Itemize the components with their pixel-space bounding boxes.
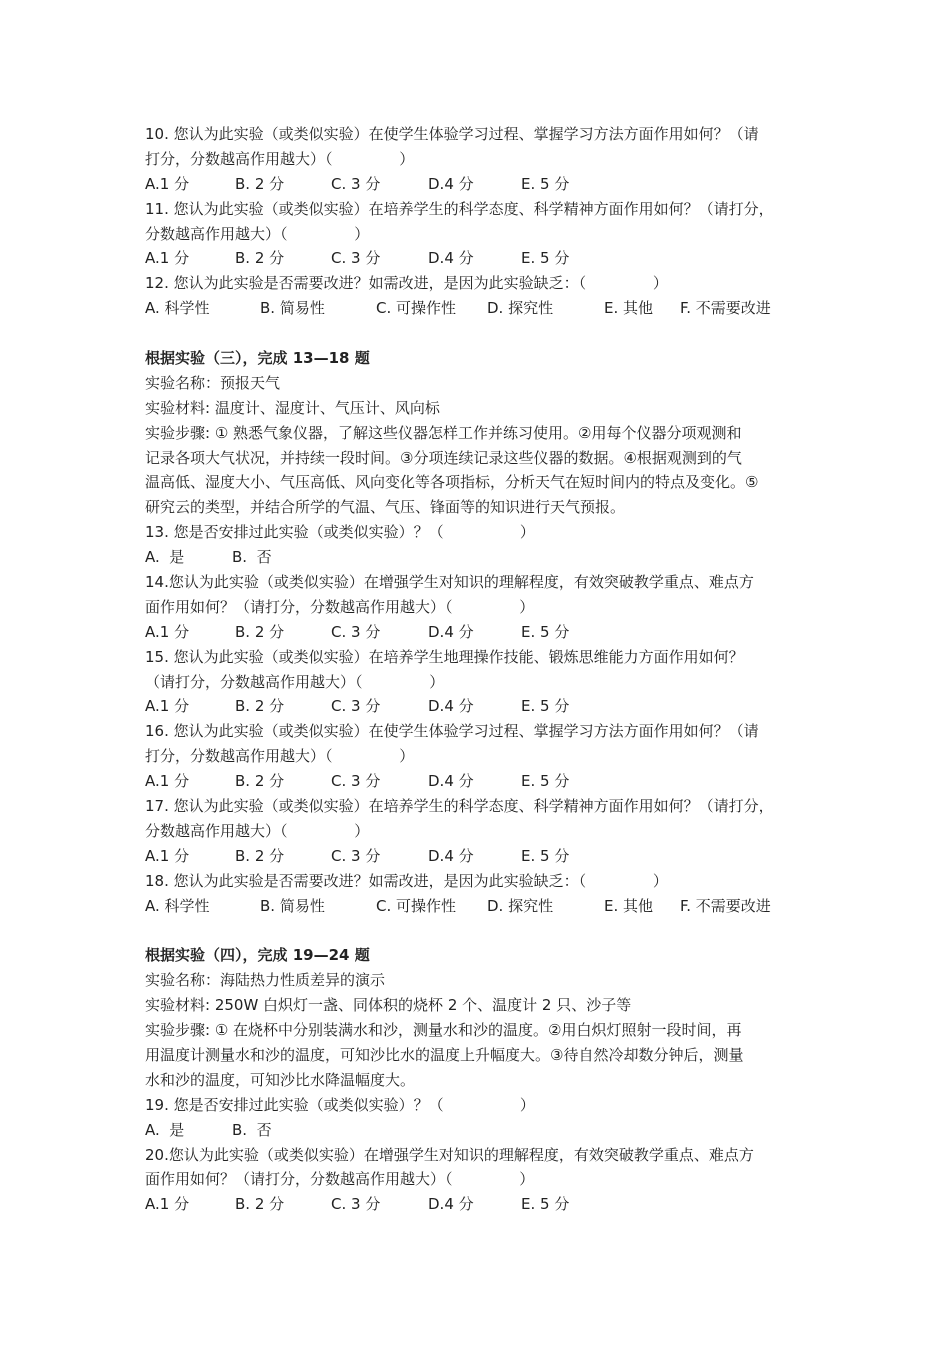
option-e: E. 5 分 [521,1195,570,1214]
experiment-4-materials: 实验材料: 250W 白炽灯一盏、同体积的烧杯 2 个、温度计 2 只、沙子等 [145,996,632,1015]
question-16-text: 16. 您认为此实验（或类似实验）在使学生体验学习过程、掌握学习方法方面作用如何？（请 [145,722,759,741]
question-19-text: 19. 您是否安排过此实验（或类似实验）？（ ） [145,1095,535,1114]
question-11-text-cont: 分数越高作用越大）（ ） [145,224,370,243]
option-e: E. 其他 [604,299,654,318]
option-e: E. 5 分 [521,249,570,268]
question-15-text-cont: （请打分，分数越高作用越大）（ ） [145,672,445,691]
question-17-options [145,844,825,869]
option-b: B. 简易性 [260,896,325,915]
experiment-3-steps-line: 实验步骤: ① 熟悉气象仪器，了解这些仪器怎样工作并练习使用。②用每个仪器分项观测和 [145,423,742,442]
question-15-text: 15. 您认为此实验（或类似实验）在培养学生地理操作技能、锻炼思维能力方面作用如何？ [145,647,744,666]
option-b: B. 2 分 [235,697,285,716]
question-14-text: 14.您认为此实验（或类似实验）在增强学生对知识的理解程度，有效突破教学重点、难点方 [145,573,754,592]
option-d: D. 探究性 [487,896,554,915]
question-20-text: 20.您认为此实验（或类似实验）在增强学生对知识的理解程度，有效突破教学重点、难点方 [145,1145,754,1164]
option-e: E. 其他 [604,896,654,915]
option-c: C. 3 分 [331,174,381,193]
option-d: D.4 分 [428,174,474,193]
option-e: E. 5 分 [521,772,570,791]
section-spacer [145,919,825,944]
option-b: B. 2 分 [235,249,285,268]
question-13-text: 13. 您是否安排过此实验（或类似实验）？（ ） [145,523,535,542]
option-f: F. 不需要改进 [680,299,771,318]
option-d: D.4 分 [428,846,474,865]
experiment-4-steps-line: 用温度计测量水和沙的温度，可知沙比水的温度上升幅度大。③待自然冷却数分钟后，测量 [145,1045,744,1064]
option-c: C. 3 分 [331,622,381,641]
experiment-3-steps-line: 记录各项大气状况，并持续一段时间。③分项连续记录这些仪器的数据。④根据观测到的气 [145,448,742,467]
option-b: B. 否 [232,548,272,567]
option-a: A.1 分 [145,174,190,193]
experiment-4-steps-line: 实验步骤: ① 在烧杯中分别装满水和沙，测量水和沙的温度。②用白炽灯照射一段时间，再 [145,1021,742,1040]
question-20-options [145,1192,825,1217]
question-10-text-cont: 打分，分数越高作用越大）（ ） [145,149,415,168]
option-b: B. 2 分 [235,1195,285,1214]
option-c: C. 可操作性 [376,299,457,318]
option-a: A.1 分 [145,1195,190,1214]
option-d: D.4 分 [428,622,474,641]
option-b: B. 2 分 [235,846,285,865]
question-11-options [145,246,825,271]
question-14-text-cont: 面作用如何？（请打分，分数越高作用越大）（ ） [145,597,535,616]
option-a: A. 科学性 [145,896,210,915]
option-a: A. 是 [145,548,185,567]
experiment-4-name: 实验名称：海陆热力性质差异的演示 [145,971,386,990]
option-e: E. 5 分 [521,697,570,716]
question-19-options [145,1118,825,1143]
section-3-heading: 根据实验（三），完成 13—18 题 [145,349,370,368]
option-c: C. 3 分 [331,772,381,791]
option-f: F. 不需要改进 [680,896,771,915]
option-a: A. 是 [145,1120,185,1139]
option-b: B. 简易性 [260,299,325,318]
option-c: C. 3 分 [331,1195,381,1214]
question-10-text: 10. 您认为此实验（或类似实验）在使学生体验学习过程、掌握学习方法方面作用如何？（请 [145,125,759,143]
question-13-options [145,545,825,570]
question-14-options [145,620,825,645]
option-a: A.1 分 [145,622,190,641]
option-a: A.1 分 [145,772,190,791]
option-d: D.4 分 [428,697,474,716]
experiment-3-materials: 实验材料: 温度计、湿度计、气压计、风向标 [145,398,440,417]
question-18-text: 18. 您认为此实验是否需要改进？如需改进，是因为此实验缺乏：（ ） [145,871,668,890]
section-4-heading: 根据实验（四），完成 19—24 题 [145,946,370,965]
question-12-options [145,296,825,321]
experiment-4-steps-line: 水和沙的温度，可知沙比水降温幅度大。 [145,1070,416,1089]
option-e: E. 5 分 [521,174,570,193]
option-c: C. 3 分 [331,697,381,716]
option-a: A.1 分 [145,249,190,268]
option-a: A.1 分 [145,846,190,865]
question-18-options [145,894,825,919]
option-c: C. 3 分 [331,846,381,865]
option-d: D.4 分 [428,1195,474,1214]
option-a: A. 科学性 [145,299,210,318]
option-d: D. 探究性 [487,299,554,318]
experiment-3-steps-line: 研究云的类型，并结合所学的气温、气压、锋面等的知识进行天气预报。 [145,498,626,517]
question-17-text-cont: 分数越高作用越大）（ ） [145,821,370,840]
option-e: E. 5 分 [521,846,570,865]
question-11-text: 11. 您认为此实验（或类似实验）在培养学生的科学态度、科学精神方面作用如何？（请打分， [145,199,774,218]
option-b: B. 2 分 [235,772,285,791]
question-12-text: 12. 您认为此实验是否需要改进？如需改进，是因为此实验缺乏：（ ） [145,274,668,293]
question-15-options [145,694,825,719]
option-b: B. 否 [232,1120,272,1139]
question-10-options [145,172,825,197]
option-a: A.1 分 [145,697,190,716]
question-16-options [145,769,825,794]
option-b: B. 2 分 [235,174,285,193]
document-page [145,122,825,1217]
question-20-text-cont: 面作用如何？（请打分，分数越高作用越大）（ ） [145,1170,535,1189]
experiment-3-steps-line: 温高低、湿度大小、气压高低、风向变化等各项指标，分析天气在短时间内的特点及变化。⑤ [145,473,759,492]
option-e: E. 5 分 [521,622,570,641]
option-b: B. 2 分 [235,622,285,641]
option-d: D.4 分 [428,249,474,268]
option-c: C. 3 分 [331,249,381,268]
option-c: C. 可操作性 [376,896,457,915]
question-16-text-cont: 打分，分数越高作用越大）（ ） [145,747,415,766]
experiment-3-name: 实验名称：预报天气 [145,373,281,392]
question-17-text: 17. 您认为此实验（或类似实验）在培养学生的科学态度、科学精神方面作用如何？（请打分， [145,797,774,816]
option-d: D.4 分 [428,772,474,791]
section-spacer [145,321,825,346]
